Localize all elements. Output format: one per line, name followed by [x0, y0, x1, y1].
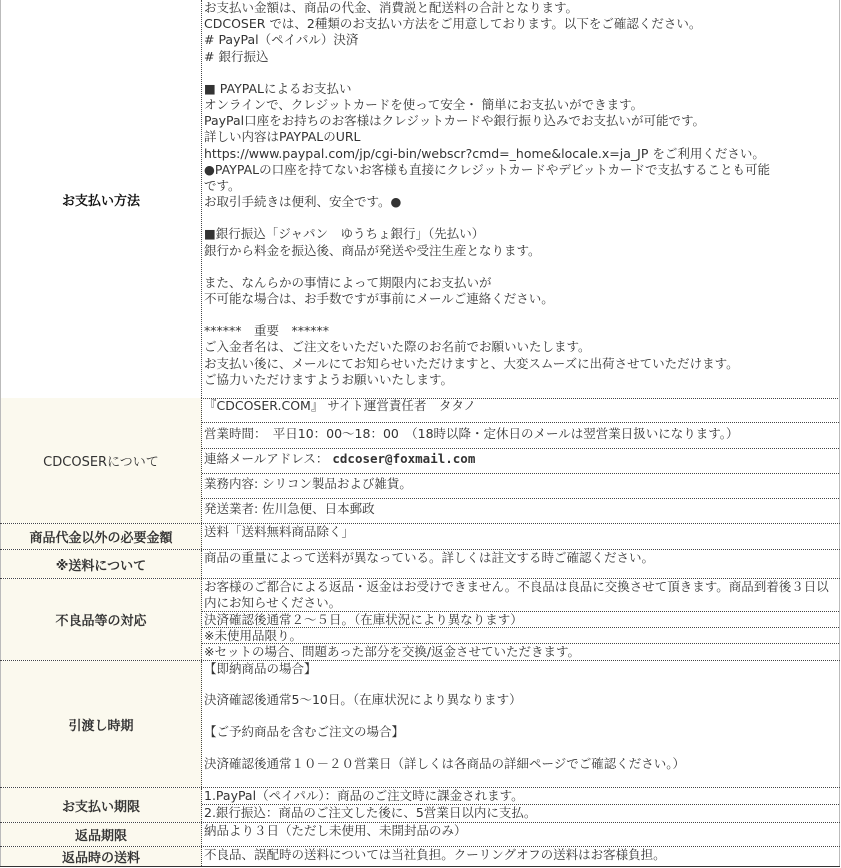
label-delivery: 引渡し時期 [0, 661, 202, 787]
label-defects: 不良品等の対応 [0, 579, 202, 660]
label-extra-cost: 商品代金以外の必要金額 [0, 524, 202, 549]
payment-method-line: ****** 重要 ****** [204, 323, 330, 339]
payment-method-content [202, 0, 840, 398]
delivery-instock-text: 決済確認後通常5〜10日。（在庫状況により異なります） [204, 692, 522, 707]
label-payment-deadline: お支払い期限 [0, 788, 202, 822]
row-payment-deadline [0, 788, 840, 823]
about-business: 業務内容: シリコン製品および雑貨。 [202, 474, 839, 499]
delivery-instock-heading: 【即納商品の場合】 [204, 661, 317, 676]
defects-set: ※セットの場合、問題あった部分を交換/返金させていただきます。 [204, 644, 581, 659]
email-link[interactable]: cdcoser@foxmail.com [332, 451, 476, 466]
row-return-shipping [0, 847, 840, 867]
payment-method-line: # PayPal（ペイパル）決済 [204, 32, 359, 48]
row-defects [0, 579, 840, 661]
row-payment-method [0, 0, 840, 399]
payment-method-line: です。 [204, 178, 241, 194]
row-return-deadline [0, 823, 840, 847]
delivery-preorder-heading: 【ご予約商品を含むご注文の場合】 [204, 724, 405, 739]
payment-method-line: 不可能な場合は、お手数ですが事前にメールご連絡ください。 [204, 291, 554, 307]
payment-method-line: オンラインで、クレジットカードを使って安全・ 簡単にお支払いができます。 [204, 97, 644, 113]
payment-method-line [202, 210, 839, 226]
payment-method-line: PayPal口座をお持ちのお客様はクレジットカードや銀行振り込みでお支払いが可能です。 [204, 113, 705, 129]
row-shipping [0, 550, 840, 579]
payment-method-line: ■銀行振込「ジャパン ゆうちょ銀行」（先払い） [204, 226, 485, 242]
row-extra-cost [0, 524, 840, 550]
payment-method-line [202, 307, 839, 323]
about-hours: 営業時間： 平日10：00〜18：00 （18時以降・定休日のメールは翌営業日扱いになります。） [202, 423, 839, 449]
delivery-preorder-text: 決済確認後通常１０－２０営業日（詳しくは各商品の詳細ページでご確認ください。） [204, 756, 686, 771]
email-label: 連絡メールアドレス： [204, 451, 329, 466]
return-deadline-text: 納品より３日（ただし未使用、未開封品のみ） [204, 823, 467, 838]
payment-method-line: CDCOSER では、2種類のお支払い方法をご用意しております。以下をご確認ください。 [204, 16, 702, 32]
defects-unused: ※未使用品限り。 [202, 628, 839, 644]
label-shipping: ※送料について [0, 550, 202, 578]
payment-method-line: # 銀行振込 [204, 48, 269, 64]
payment-method-line: ご入金者名は、ご注文をいただいた際のお名前でお願いいたします。 [204, 339, 591, 355]
payment-method-line: お支払い金額は、商品の代金、消費説と配送料の合計となります。 [204, 0, 579, 15]
payment-method-line: また、なんらかの事情によって期限内にお支払いが [204, 274, 492, 290]
row-about [0, 398, 840, 524]
payment-method-line: お取引手続きは便利、安全です。● [204, 194, 402, 210]
payment-method-line: ■ PAYPALによるお支払い [204, 80, 352, 96]
about-shipper: 発送業者: 佐川急便、日本郵政 [204, 501, 375, 516]
defects-policy: お客様のご都合による返品・返金はお受けできません。不良品は良品に交換させて頂きます。商品到着後３日以内にお知らせください。 [202, 579, 839, 612]
row-delivery [0, 661, 840, 788]
deadline-bank: 2.銀行振込：商品のご注文した後に、5営業日以内に支払。 [204, 805, 537, 820]
label-payment-method: お支払い方法 [0, 0, 202, 398]
payment-method-line [202, 259, 839, 275]
payment-method-line: 詳しい内容はPAYPALのURL [204, 129, 361, 145]
shipping-text: 商品の重量によって送料が異なっている。詳しくは註文する時ご確認ください。 [204, 550, 655, 565]
label-return-deadline: 返品期限 [0, 823, 202, 846]
defects-delivery: 決済確認後通常２〜５日。（在庫状況により異なります） [202, 612, 839, 628]
payment-method-line: ご協力いただけますようお願いいたします。 [204, 371, 454, 387]
payment-method-line: 銀行から料金を振込後、商品が発送や受注生産となります。 [204, 242, 541, 258]
extra-cost-text: 送料「送料無料商品除く」 [204, 524, 355, 539]
return-shipping-text: 不良品、誤配時の送料については当社負担。クーリングオフの送料はお客様負担。 [204, 847, 666, 862]
label-return-shipping: 返品時の送料 [0, 847, 202, 866]
payment-method-line[interactable]: https://www.paypal.com/jp/cgi-bin/webscr?cmd=_home&locale.x=ja_JP をご利用ください。 [204, 145, 765, 161]
label-about: CDCOSERについて [0, 398, 202, 523]
about-operator: 『CDCOSER.COM』 サイト運営責任者 タタノ [202, 398, 839, 423]
payment-method-line: お支払い後に、メールにてお知らせいただけますと、大変スムーズに出荷させていただけます。 [204, 355, 739, 371]
about-email-row [202, 449, 839, 474]
deadline-paypal: 1.PayPal（ペイパル）：商品のご注文時に課金されます。 [202, 788, 839, 805]
payment-method-line [202, 65, 839, 81]
payment-method-line: ●PAYPALの口座を持てないお客様も直接にクレジットカードやデビットカードで支払することも可能 [204, 161, 771, 177]
